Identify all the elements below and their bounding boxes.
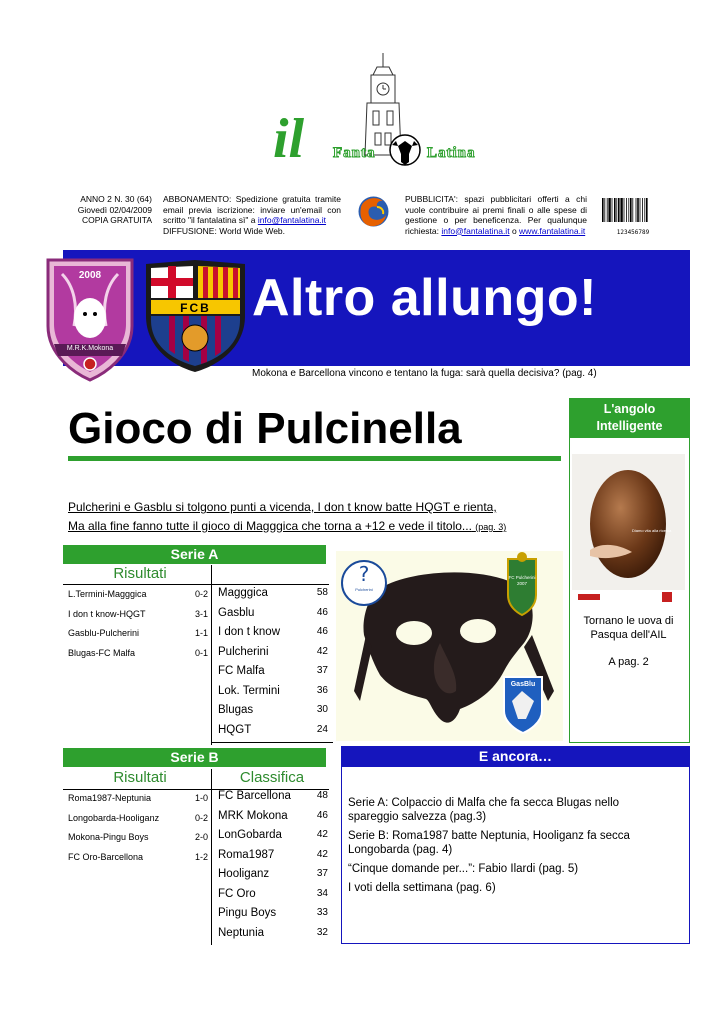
lead-line-1 (68, 498, 568, 517)
logo-word-latina: Latina (427, 145, 476, 161)
barcode-bar (608, 198, 610, 222)
logo-letter: il (273, 108, 305, 170)
result-match: Mokona-Pingu Boys (68, 832, 149, 842)
headline-title: Altro allungo! (252, 269, 597, 327)
photo-badge-2: FC Pulcherini 2007 (508, 575, 536, 586)
issue-price: COPIA GRATUITA (81, 215, 152, 225)
barcode-bar (630, 198, 632, 222)
ads-or: o (511, 225, 517, 236)
egg-caption: Diamo vita alla ricerca (632, 528, 672, 533)
standings-row (218, 888, 328, 900)
result-row (68, 832, 208, 842)
barcode-bar (618, 198, 620, 222)
standings-points: 42 (316, 645, 328, 657)
result-match: Longobarda-Hooliganz (68, 812, 160, 823)
standings-row (218, 587, 328, 599)
lead-line-2-text: Ma alla fine fanno tutte il gioco di Magggica che torna a +12 e vede il titolo... (68, 519, 472, 533)
sidebar-title-2: Intelligente (596, 419, 663, 433)
more-item[interactable]: I voti della settimana (pag. 6) (348, 882, 496, 894)
barcode-bar (614, 198, 616, 222)
masthead-logo (255, 45, 495, 180)
main-story-title: Gioco di Pulcinella (68, 404, 462, 453)
serie-b-header: Serie B (63, 748, 326, 767)
standings-team: Magggica (218, 587, 268, 599)
standings-row (218, 829, 328, 841)
ads-site-link[interactable]: www.fantalatina.it (519, 225, 586, 236)
result-match: L.Termini-Magggica (68, 589, 147, 599)
standings-team: HQGT (218, 723, 252, 736)
pulcinella-photo (336, 551, 563, 741)
ads-text: PUBBLICITA': spazi pubblicitari offerti a chi vuole contribuire ai premi finali o alle spese di gestione o per beneficenza. Per qualunque richiesta: (405, 194, 587, 236)
standings-points: 32 (316, 926, 328, 938)
result-row (68, 609, 208, 619)
standings-points: 46 (316, 606, 328, 618)
more-item[interactable]: “Cinque domande per...”: Fabio Ilardi (pag. 5) (348, 863, 579, 875)
issue-number: ANNO 2 N. 30 (64) (80, 194, 152, 204)
standings-row (218, 849, 328, 861)
barcode-bar (620, 198, 622, 222)
barcode-bar (632, 198, 633, 222)
standings-points: 46 (316, 809, 328, 821)
serie-a-header: Serie A (63, 545, 326, 564)
lead-page-ref: (pag. 3) (475, 522, 507, 532)
standings-points: 33 (316, 907, 328, 918)
firefox-icon (357, 195, 390, 228)
standings-team: MRK Mokona (218, 809, 288, 822)
main-story-underline (68, 456, 561, 461)
barcode-bar (602, 198, 604, 222)
barcode-bar (642, 198, 643, 222)
standings-row (218, 646, 328, 658)
result-score: 1-2 (194, 851, 208, 862)
standings-team: Hooliganz (218, 868, 270, 880)
result-score: 0-1 (194, 647, 208, 658)
barcode-bar (624, 198, 625, 222)
standings-row (218, 810, 328, 822)
standings-points: 24 (316, 723, 328, 735)
standings-points: 30 (316, 704, 328, 715)
fcb-badge (143, 258, 248, 374)
barcode-icon (601, 198, 665, 224)
result-match: Roma1987-Neptunia (68, 793, 152, 803)
lead-line-1-text: Pulcherini e Gasblu si tolgono punti a vicenda, I don t know batte HQGT e rienta, (68, 500, 497, 514)
standings-points: 46 (316, 626, 328, 637)
standings-team: FC Oro (218, 887, 256, 900)
sidebar-text-2: A pag. 2 (608, 656, 649, 668)
fcb-badge-letters: FCB (180, 301, 211, 315)
subscription-text: ABBONAMENTO: Spedizione gratuita tramite email previa iscrizione: inviare un'email con scritto "il fantalatina sì" a (163, 194, 341, 225)
barcode-bar (628, 198, 629, 222)
standings-row (218, 927, 328, 939)
barcode-bar (640, 198, 641, 222)
result-row (68, 589, 208, 599)
subscription-email-link[interactable]: info@fantalatina.it (257, 215, 327, 225)
standings-team: Neptunia (218, 926, 265, 939)
photo-badge-1: Pulcherini (355, 587, 373, 592)
barcode-bar (616, 198, 617, 222)
barcode (601, 198, 665, 236)
result-row (68, 813, 208, 823)
barcode-bar (644, 198, 645, 222)
mokona-badge (44, 256, 136, 382)
result-score: 0-2 (194, 812, 208, 823)
result-row (68, 648, 208, 658)
barcode-bar (604, 198, 605, 222)
lead-line-2 (68, 517, 568, 537)
standings-points: 37 (316, 868, 328, 879)
serie-b-results-label: Risultati (113, 769, 167, 786)
sidebar-title-1: L'angolo (603, 402, 656, 416)
result-score: 3-1 (194, 608, 208, 619)
headline-subtitle: Mokona e Barcellona vincono e tentano la fuga: sarà quella decisiva? (pag. 4) (252, 368, 597, 379)
standings-team: FC Malfa (218, 665, 265, 677)
issue-info (60, 194, 152, 226)
serie-a-vertical (211, 565, 212, 745)
standings-points: 42 (316, 829, 328, 840)
more-item[interactable]: Serie A: Colpaccio di Malfa che fa secca Blugas nello spareggio salvezza (pag.3) (348, 797, 620, 823)
result-row (68, 793, 208, 803)
standings-row (218, 665, 328, 677)
result-match: Gasblu-Pulcherini (68, 628, 140, 638)
sidebar-header (569, 398, 690, 438)
barcode-bar (636, 198, 637, 222)
standings-row (218, 907, 328, 919)
barcode-number: 123456789 (616, 229, 650, 236)
standings-points: 48 (316, 790, 328, 801)
result-row (68, 852, 208, 862)
serie-b-vertical (211, 769, 212, 945)
easter-egg-image (572, 454, 685, 606)
result-score: 1-0 (194, 793, 208, 803)
standings-points: 36 (316, 684, 328, 696)
standings-team: Pingu Boys (218, 907, 277, 919)
standings-points: 37 (316, 665, 328, 676)
more-header: E ancora… (341, 746, 690, 767)
fcb-crest-icon (143, 258, 248, 374)
standings-team: FC Barcellona (218, 790, 291, 802)
main-story-lead (68, 498, 568, 537)
result-score: 2-0 (194, 832, 208, 842)
result-score: 0-2 (194, 589, 208, 599)
subscription-info (163, 194, 341, 236)
result-match: I don t know-HQGT (68, 608, 146, 619)
ads-info (405, 194, 587, 236)
distribution-text: DIFFUSIONE: World Wide Web. (163, 225, 286, 236)
standings-row (218, 790, 328, 802)
result-row (68, 628, 208, 638)
mokona-badge-year: 2008 (78, 270, 102, 281)
serie-a-results-label: Risultati (113, 565, 167, 582)
result-match: FC Oro-Barcellona (68, 851, 144, 862)
standings-row (218, 626, 328, 638)
serie-a-bottom (211, 742, 333, 743)
standings-row (218, 724, 328, 736)
standings-team: Gasblu (218, 606, 255, 619)
sidebar-text-1: Tornano le uova di Pasqua dell'AIL (583, 615, 674, 641)
barcode-bar (646, 198, 648, 222)
serie-b-standings-label: Classifica (239, 769, 305, 786)
standings-row (218, 868, 328, 880)
standings-team: LonGobarda (218, 829, 282, 841)
standings-team: I don t know (218, 626, 281, 638)
svg-text:?: ? (358, 562, 370, 586)
ads-email-link[interactable]: info@fantalatina.it (441, 225, 510, 236)
barcode-bar (607, 198, 608, 222)
result-match: Blugas-FC Malfa (68, 647, 136, 658)
standings-team: Pulcherini (218, 645, 269, 658)
standings-points: 42 (316, 848, 328, 860)
serie-a-divider (63, 584, 329, 585)
standings-row (218, 685, 328, 697)
standings-row (218, 607, 328, 619)
barcode-bar (612, 198, 613, 222)
standings-team: Lok. Termini (218, 684, 280, 697)
result-score: 1-1 (194, 628, 208, 638)
standings-team: Blugas (218, 704, 254, 716)
photo-badge-3: GasBlu (510, 681, 536, 688)
standings-points: 34 (316, 887, 328, 899)
standings-points: 58 (316, 587, 328, 598)
logo-word-fanta: Fanta (333, 145, 376, 161)
barcode-bar (626, 198, 627, 222)
issue-date: Giovedì 02/04/2009 (77, 204, 152, 215)
barcode-bar (637, 198, 639, 222)
standings-team: Roma1987 (218, 848, 275, 861)
more-list (348, 796, 658, 895)
more-item[interactable]: Serie B: Roma1987 batte Neptunia, Hooliganz fa secca Longobarda (pag. 4) (348, 830, 630, 856)
mokona-badge-name: M.R.K.Mokona (66, 345, 114, 352)
standings-row (218, 704, 328, 716)
